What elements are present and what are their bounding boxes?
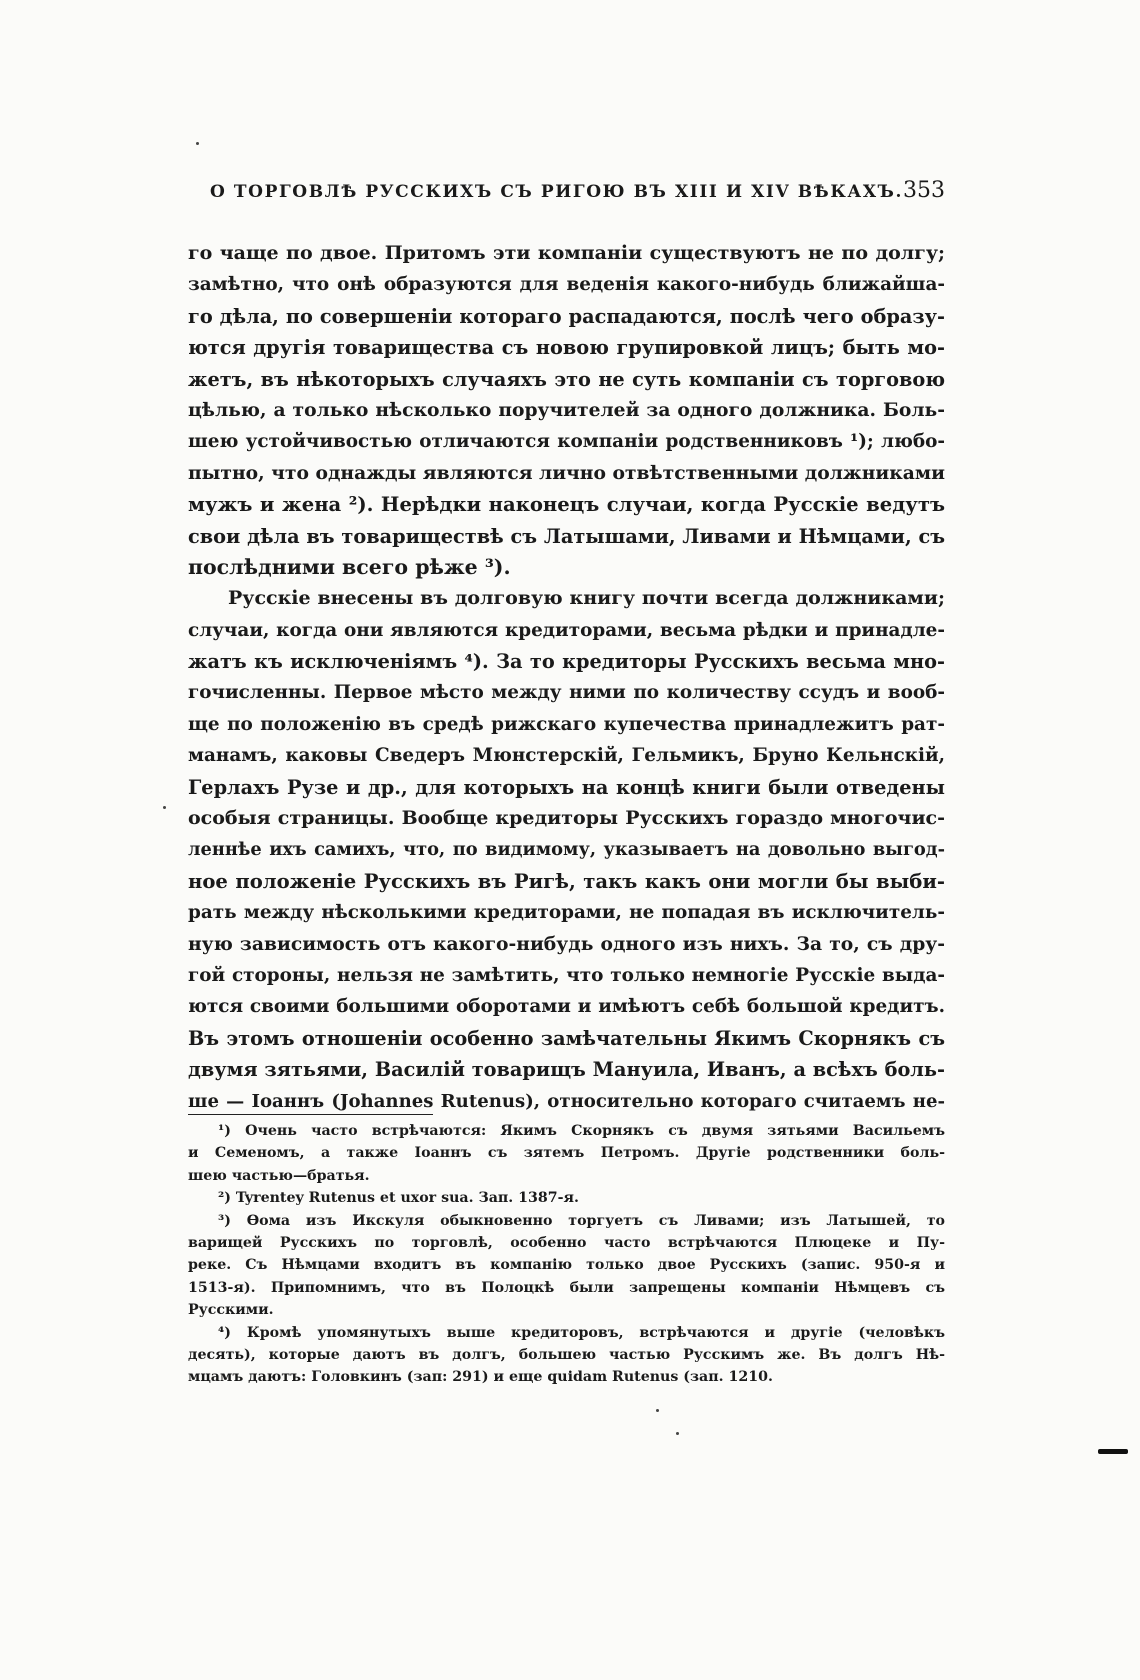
text-line: ются другія товарищества съ новою групировкой лицъ; быть мо-: [188, 336, 945, 360]
footnote-line: и Семеномъ, а также Іоаннъ съ зятемъ Петромъ. Другіе родственники боль-: [188, 1145, 945, 1162]
text-line: послѣдними всего рѣже ³).: [188, 554, 511, 579]
scan-speck: [656, 1409, 659, 1412]
text-line: ще по положенію въ средѣ рижскаго купечества принадлежитъ рат-: [188, 713, 945, 735]
text-line: случаи, когда они являются кредиторами, весьма рѣдки и принадле-: [188, 619, 945, 641]
text-line: цѣлью, а только нѣсколько поручителей за одного должника. Боль-: [188, 398, 945, 421]
text-line: ную зависимость отъ какого-нибудь одного изъ нихъ. За то, съ дру-: [188, 932, 945, 955]
text-line: го дѣла, по совершеніи котораго распадаются, послѣ чего образу-: [188, 304, 945, 328]
scan-speck: [676, 1432, 679, 1435]
text-line: леннѣе ихъ самихъ, что, по видимому, указываетъ на довольно выгод-: [188, 839, 945, 861]
text-line: жатъ къ исключеніямъ ⁴). За то кредиторы Русскихъ весьма мно-: [188, 650, 945, 674]
text-line: го чаще по двое. Притомъ эти компаніи существуютъ не по долгу;: [188, 242, 945, 264]
running-head: [210, 178, 945, 212]
body-text: [188, 238, 945, 1117]
footnote-line: ²) Tyrentey Rutenus et uxor sua. Зап. 1387-я.: [218, 1190, 579, 1207]
scan-edge-mark: [1098, 1449, 1128, 1454]
text-line: рать между нѣсколькими кредиторами, не попадая въ исключитель-: [188, 902, 945, 924]
footnote-line: 1513-я). Припомнимъ, что въ Полоцкѣ были запрещены компаніи Нѣмцевъ съ: [188, 1279, 945, 1296]
footnote-line: мцамъ даютъ: Головкинъ (зап: 291) и еще quidam Rutenus (зап. 1210.: [188, 1369, 773, 1386]
text-line: манамъ, каковы Сведеръ Мюнстерскій, Гельмикъ, Бруно Кельнскій,: [188, 745, 945, 767]
footnote-line: варищей Русскихъ по торговлѣ, особенно часто встрѣчаются Плюцеке и Пу-: [188, 1234, 945, 1251]
footnote-rule: [188, 1114, 433, 1115]
text-line: двумя зятьями, Василій товарищъ Мануила, Иванъ, а всѣхъ боль-: [188, 1058, 945, 1082]
text-line: свои дѣла въ товариществѣ съ Латышами, Ливами и Нѣмцами, съ: [188, 524, 945, 548]
text-line: ное положеніе Русскихъ въ Ригѣ, такъ какъ они могли бы выби-: [188, 869, 945, 893]
text-line: особыя страницы. Вообще кредиторы Русскихъ гораздо многочис-: [188, 807, 945, 830]
paragraph-start-line: Русскіе внесены въ долговую книгу почти всегда должниками;: [228, 587, 945, 610]
footnote-line: Русскими.: [188, 1302, 274, 1319]
footnotes: [188, 1120, 945, 1389]
text-line: шею устойчивостью отличаются компаніи родственниковъ ¹); любо-: [188, 431, 945, 453]
text-line: пытно, что однажды являются лично отвѣтственными должниками: [188, 461, 945, 484]
running-title: О ТОРГОВЛѢ РУССКИХЪ СЪ РИГОЮ ВЪ XIII И XIV ВѢКАХЪ.: [210, 182, 903, 202]
text-line: Въ этомъ отношеніи особенно замѣчательны Якимъ Скорнякъ съ: [188, 1026, 945, 1050]
scan-speck: [196, 142, 199, 145]
footnote-line: ¹) Очень часто встрѣчаются: Якимъ Скорнякъ съ двумя зятьями Васильемъ: [218, 1123, 945, 1139]
text-line: замѣтно, что онѣ образуются для веденія какого-нибудь ближайша-: [188, 274, 945, 296]
footnote-line: шею частью—братья.: [188, 1167, 370, 1184]
text-line: ше — Іоаннъ (Johannes Rutenus), относительно котораго считаемъ не-: [188, 1090, 945, 1112]
scan-speck: [163, 806, 166, 809]
footnote-line: ³) Ѳома изъ Икскуля обыкновенно торгуетъ съ Ливами; изъ Латышей, то: [218, 1212, 945, 1229]
text-line: ются своими большими оборотами и имѣютъ себѣ большой кредитъ.: [188, 996, 945, 1018]
text-line: гочисленны. Первое мѣсто между ними по количеству ссудъ и вооб-: [188, 682, 945, 704]
text-line: жетъ, въ нѣкоторыхъ случаяхъ это не суть компаніи съ торговою: [188, 367, 945, 391]
text-line: мужъ и жена ²). Нерѣдки наконецъ случаи, когда Русскіе ведутъ: [188, 493, 945, 517]
text-line: гой стороны, нельзя не замѣтить, что только немногіе Русскіе выда-: [188, 964, 945, 986]
footnote-line: реке. Съ Нѣмцами входитъ въ компанію только двое Русскихъ (запис. 950-я и: [188, 1257, 945, 1274]
text-line: Герлахъ Рузе и др., для которыхъ на концѣ книги были отведены: [188, 775, 945, 799]
footnote-line: ⁴) Кромѣ упомянутыхъ выше кредиторовъ, встрѣчаются и другіе (человѣкъ: [218, 1324, 945, 1341]
footnote-line: десять), которые даютъ въ долгъ, большею частью Русскимъ же. Въ долгъ Нѣ-: [188, 1346, 945, 1363]
page-number: 353: [903, 178, 945, 203]
